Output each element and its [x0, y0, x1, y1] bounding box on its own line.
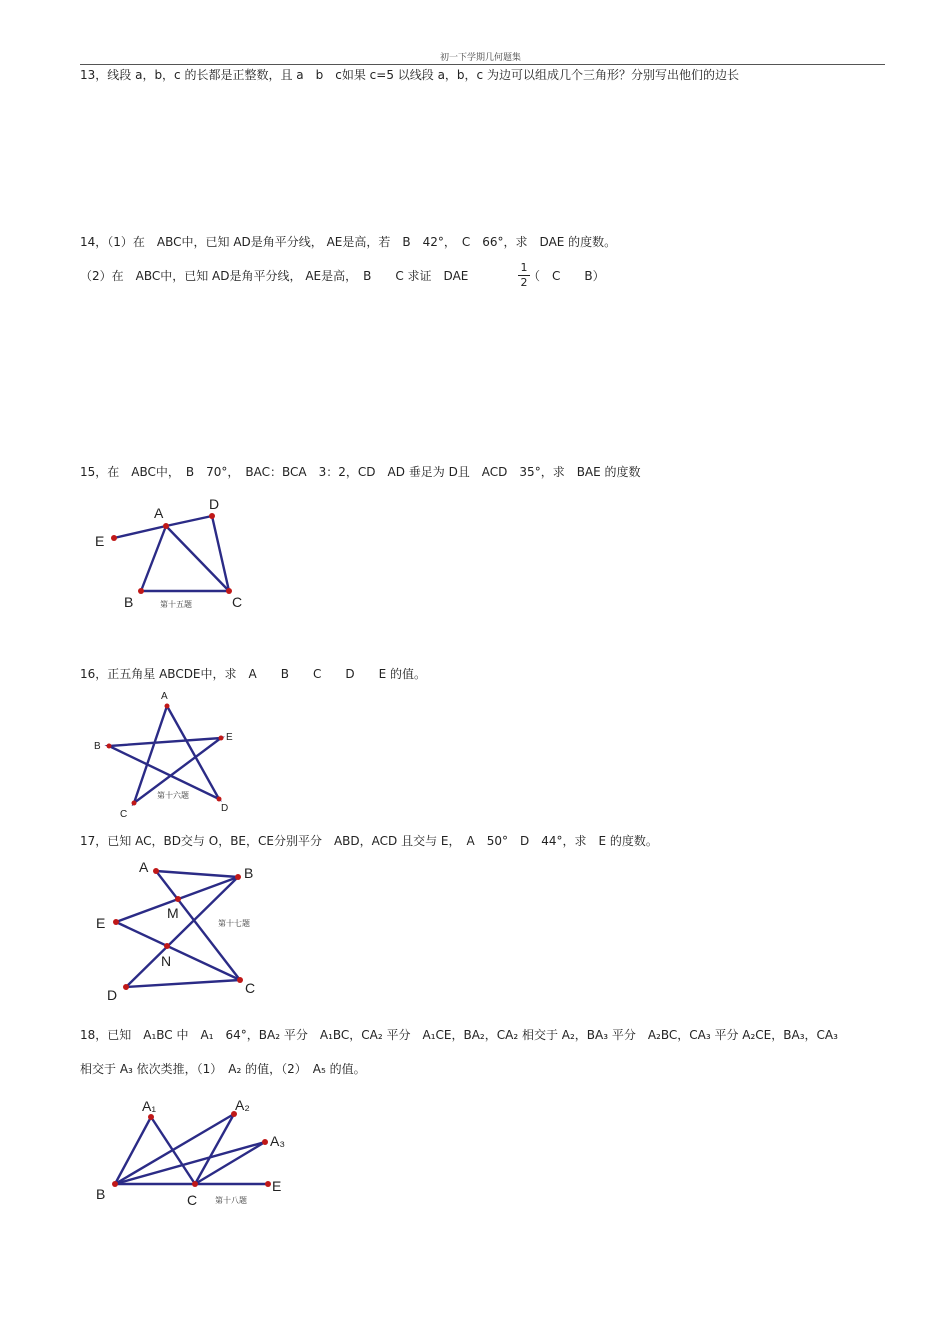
- question-18-line2: 相交于 A₃ 依次类推，（1） A₂ 的值，（2） A₅ 的值。: [80, 1062, 366, 1076]
- fraction-denominator: 2: [520, 276, 528, 289]
- question-15-text: 15，在 ABC中， B 70°， BAC：BCA 3：2，CD AD 垂足为 D且 ACD 35°，求 BAE 的度数: [80, 465, 641, 479]
- label-c: C: [232, 594, 243, 610]
- caption-15: 第十五题: [160, 600, 192, 609]
- question-18-line1: 18，已知 A₁BC 中 A₁ 64°，BA₂ 平分 A₁BC，CA₂ 平分 A₁CE，BA₂，CA₂ 相交于 A₂，BA₃ 平分 A₂BC，CA₃ 平分 A₂CE，BA₃，CA₃: [80, 1028, 838, 1042]
- label-e: E: [96, 915, 106, 931]
- caption-16: 第十六题: [157, 791, 189, 800]
- question-14-part2-tail: （ C B）: [528, 269, 605, 283]
- label-a3: A₃: [270, 1133, 286, 1149]
- label-c: C: [120, 809, 128, 820]
- question-13-text: 13，线段 a，b，c 的长都是正整数，且 a b c如果 c=5 以线段 a，b，c 为边可以组成几个三角形？分别写出他们的边长: [80, 68, 739, 82]
- label-e: E: [226, 732, 233, 743]
- point-e: [265, 1181, 271, 1187]
- question-17-text: 17，已知 AC，BD交与 O，BE，CE分别平分 ABD，ACD 且交与 E， A 50° D 44°，求 E 的度数。: [80, 834, 658, 848]
- label-c: C: [187, 1192, 198, 1208]
- label-a: A: [139, 859, 149, 875]
- fraction-numerator: 1: [520, 261, 528, 274]
- question-14-part2: （2）在 ABC中，已知 AD是角平分线， AE是高， B C 求证 DAE: [80, 269, 469, 283]
- question-16-text: 16，正五角星 ABCDE中，求 A B C D E 的值。: [80, 667, 426, 681]
- label-d: D: [107, 987, 118, 1003]
- question-14-part1: 14，（1）在 ABC中，已知 AD是角平分线， AE是高，若 B 42°， C 66°，求 DAE 的度数。: [80, 235, 617, 249]
- label-a: A: [154, 505, 164, 521]
- point-c: [192, 1181, 198, 1187]
- label-d: D: [221, 803, 229, 814]
- label-a2: A₂: [235, 1097, 250, 1113]
- label-n: N: [161, 953, 172, 969]
- point-a1: [148, 1114, 154, 1120]
- page-header-title: 初一下学期几何题集: [440, 53, 522, 63]
- label-b: B: [96, 1186, 106, 1202]
- point-b: [112, 1181, 118, 1187]
- label-a: A: [161, 691, 168, 702]
- label-c: C: [245, 980, 256, 996]
- caption-17: 第十七题: [218, 919, 250, 928]
- label-d: D: [209, 496, 220, 512]
- caption-18: 第十八题: [215, 1196, 247, 1205]
- label-b: B: [94, 741, 101, 752]
- label-b: B: [124, 594, 134, 610]
- label-a1: A₁: [142, 1098, 157, 1114]
- label-e: E: [272, 1178, 282, 1194]
- label-b: B: [244, 865, 254, 881]
- label-m: M: [167, 905, 179, 921]
- point-a3: [262, 1139, 268, 1145]
- label-e: E: [95, 533, 105, 549]
